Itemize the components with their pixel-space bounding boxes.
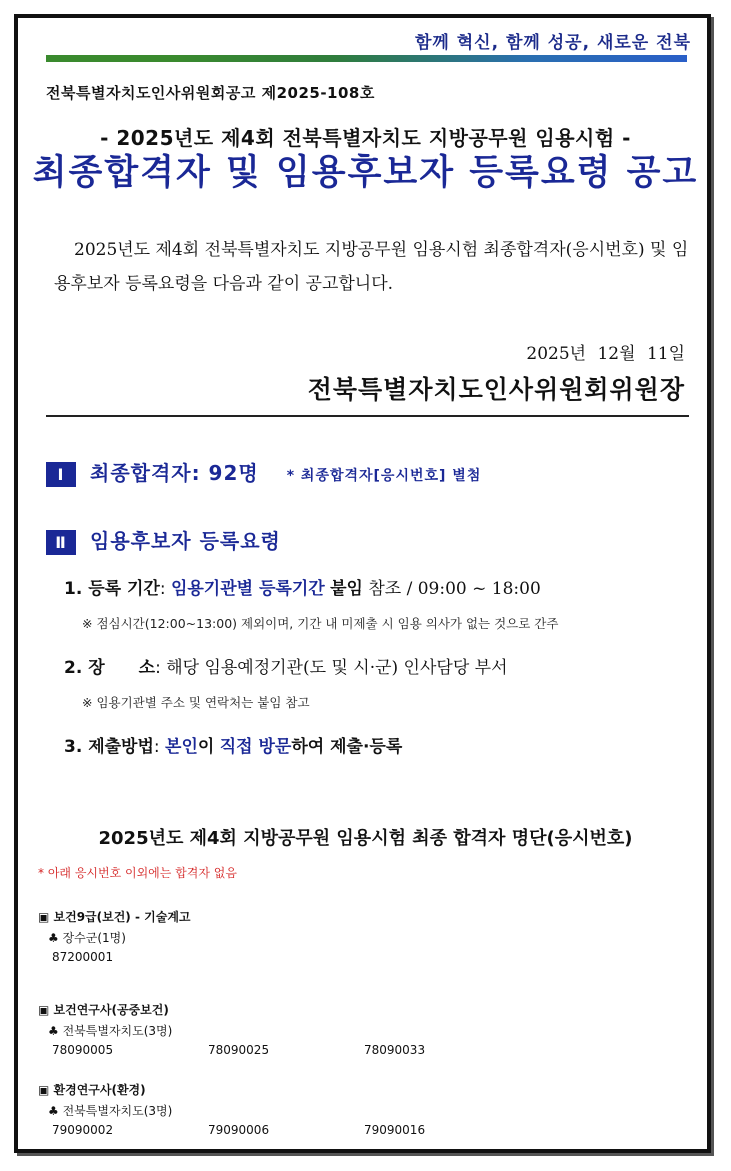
group-region: ♣ 장수군(1명) (48, 931, 126, 945)
exam-number: 78090033 (364, 1043, 426, 1057)
slogan: 함께 혁신, 함께 성공, 새로운 전북 (415, 33, 691, 53)
item-text: 해당 임용예정기관(도 및 시·군) 인사담당 부서 (166, 658, 508, 678)
item-label: 2. 장 소 (64, 658, 156, 678)
passer-group (38, 1081, 520, 1137)
item-submission-method (64, 732, 402, 757)
gradient-bar (46, 55, 687, 62)
section-note: * 최종합격자[응시번호] 별첨 (286, 468, 482, 484)
group-numbers (52, 1123, 520, 1137)
item-text: 참조 / 09:00 ~ 18:00 (368, 579, 541, 599)
group-title: ▣ 보건연구사(공중보건) (38, 1003, 169, 1017)
section-2-heading (46, 525, 281, 555)
item-location (64, 653, 508, 678)
item-colon: : (159, 579, 166, 599)
signer: 전북특별자치도인사위원회위원장 (307, 375, 685, 404)
item-bold: 붙임 (330, 579, 363, 599)
group-region: ♣ 전북특별자치도(3명) (48, 1024, 173, 1038)
item-highlight: 직접 방문 (219, 737, 292, 757)
passers-list-note: * 아래 응시번호 이외에는 합격자 없음 (38, 866, 237, 880)
group-numbers (52, 1043, 520, 1057)
section-number: Ⅱ (46, 530, 76, 555)
item-registration-period (64, 574, 541, 599)
section-title: 임용후보자 등록요령 (90, 529, 281, 553)
exam-number: 79090016 (364, 1123, 426, 1137)
passer-group (38, 908, 208, 964)
body-text: 2025년도 제4회 전북특별자치도 지방공무원 임용시험 최종합격자(응시번호) 및 임용후보자 등록요령을 다음과 같이 공고합니다. (54, 240, 689, 294)
item-label: 3. 제출방법 (64, 737, 154, 757)
passer-group (38, 1001, 520, 1057)
item-label: 1. 등록 기간 (64, 579, 160, 599)
exam-number: 78090025 (208, 1043, 270, 1057)
item-colon: : (155, 658, 161, 678)
divider (46, 415, 689, 417)
subtitle: - 2025년도 제4회 전북특별자치도 지방공무원 임용시험 - (100, 126, 631, 150)
item-bold: 하여 제출·등록 (291, 737, 403, 757)
notice-number: 전북특별자치도인사위원회공고 제2025-108호 (46, 84, 375, 102)
main-title: 최종합격자 및 임용후보자 등록요령 공고 (32, 153, 699, 193)
item-colon: : (153, 737, 160, 757)
group-numbers (52, 950, 208, 964)
notice-date: 2025년 12월 11일 (526, 344, 685, 364)
item-bold: 이 (197, 737, 215, 757)
group-title: ▣ 보건9급(보건) - 기술계고 (38, 910, 191, 924)
exam-number: 78090005 (52, 1043, 114, 1057)
section-number: Ⅰ (46, 462, 76, 487)
section-title: 최종합격자: 92명 (90, 461, 259, 485)
item-highlight: 임용기관별 등록기간 (170, 579, 325, 599)
item-2-note: ※ 임용기관별 주소 및 연락처는 붙임 참고 (82, 695, 310, 710)
passers-list-title: 2025년도 제4회 지방공무원 임용시험 최종 합격자 명단(응시번호) (98, 828, 633, 849)
section-1-heading (46, 457, 481, 487)
item-highlight: 본인 (165, 737, 198, 757)
exam-number: 87200001 (52, 950, 114, 964)
exam-number: 79090002 (52, 1123, 114, 1137)
item-1-note: ※ 점심시간(12:00~13:00) 제외이며, 기간 내 미제출 시 임용 의사가 없는 것으로 간주 (82, 616, 559, 631)
exam-number: 79090006 (208, 1123, 270, 1137)
group-title: ▣ 환경연구사(환경) (38, 1083, 146, 1097)
group-region: ♣ 전북특별자치도(3명) (48, 1104, 173, 1118)
